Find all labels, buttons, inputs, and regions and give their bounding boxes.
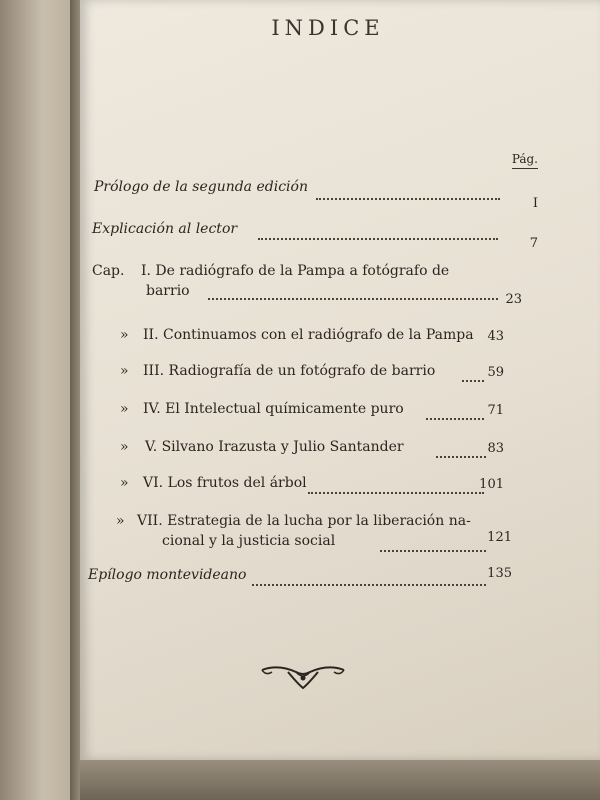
toc-entry-text: III. Radiografía de un fotógrafo de barrio — [143, 363, 436, 379]
ornament-flourish-icon — [258, 662, 348, 692]
page-column-label: Pág. — [512, 152, 538, 169]
toc-entry-cap-vi — [120, 474, 307, 492]
toc-entry-page: 43 — [487, 329, 504, 344]
book-page — [80, 0, 600, 760]
toc-entry-page: 71 — [487, 403, 504, 418]
toc-entry-page: 101 — [479, 477, 504, 492]
toc-entry-cap-iv — [120, 400, 404, 418]
toc-entry-prefix: » — [120, 327, 129, 343]
table-surface — [80, 760, 600, 800]
toc-entry-prefix: » — [116, 513, 125, 529]
toc-leader-dots — [258, 228, 498, 240]
toc-entry-prefix: » — [120, 363, 129, 379]
toc-entry-prefix: » — [120, 401, 129, 417]
toc-entry-text: Prólogo de la segunda edición — [94, 179, 308, 195]
toc-entry-text: V. Silvano Irazusta y Julio Santander — [145, 439, 404, 455]
toc-entry-text: I. De radiógrafo de la Pampa a fotógrafo de — [140, 263, 450, 279]
toc-leader-dots — [252, 574, 486, 586]
toc-entry-explicacion — [92, 220, 237, 238]
toc-entry-page: 23 — [505, 292, 522, 307]
toc-entry-prefix: » — [120, 439, 129, 455]
toc-entry-page: 59 — [487, 365, 504, 380]
toc-entry-epilogo — [88, 566, 246, 584]
toc-entry-text: IV. El Intelectual químicamente puro — [143, 401, 404, 417]
toc-entry-text: II. Continuamos con el radiógrafo de la Pampa — [143, 327, 474, 343]
toc-entry-page: I — [532, 196, 538, 211]
page-title: INDICE — [271, 16, 385, 40]
toc-entry-prologo — [94, 178, 308, 196]
toc-leader-dots — [316, 188, 500, 200]
toc-entry-cap-ii — [120, 326, 474, 344]
toc-entry-prefix: » — [120, 475, 129, 491]
facing-page-edge — [0, 0, 78, 800]
toc-entry-text: Explicación al lector — [92, 221, 238, 237]
toc-entry-page: 135 — [487, 566, 512, 581]
toc-entry-text: VI. Los frutos del árbol — [143, 475, 307, 491]
toc-entry-prefix: Cap. — [92, 263, 125, 279]
toc-entry-cap-vii — [116, 512, 471, 530]
toc-entry-continuation: cional y la justicia social — [162, 533, 336, 549]
toc-entry-cap-i — [92, 262, 449, 280]
toc-entry-text: VII. Estrategia de la lucha por la liberación na- — [137, 513, 471, 529]
toc-leader-dots — [380, 540, 486, 552]
toc-entry-text: Epílogo montevideano — [88, 567, 247, 583]
toc-entry-page: 121 — [487, 530, 512, 545]
toc-entry-cap-v — [120, 438, 404, 456]
toc-entry-cap-iii — [120, 362, 435, 380]
toc-entry-page: 83 — [487, 441, 504, 456]
toc-entry-page: 7 — [529, 236, 538, 251]
toc-leader-dots — [208, 288, 498, 300]
toc-entry-continuation: barrio — [146, 283, 190, 299]
toc-leader-dots — [308, 482, 484, 494]
